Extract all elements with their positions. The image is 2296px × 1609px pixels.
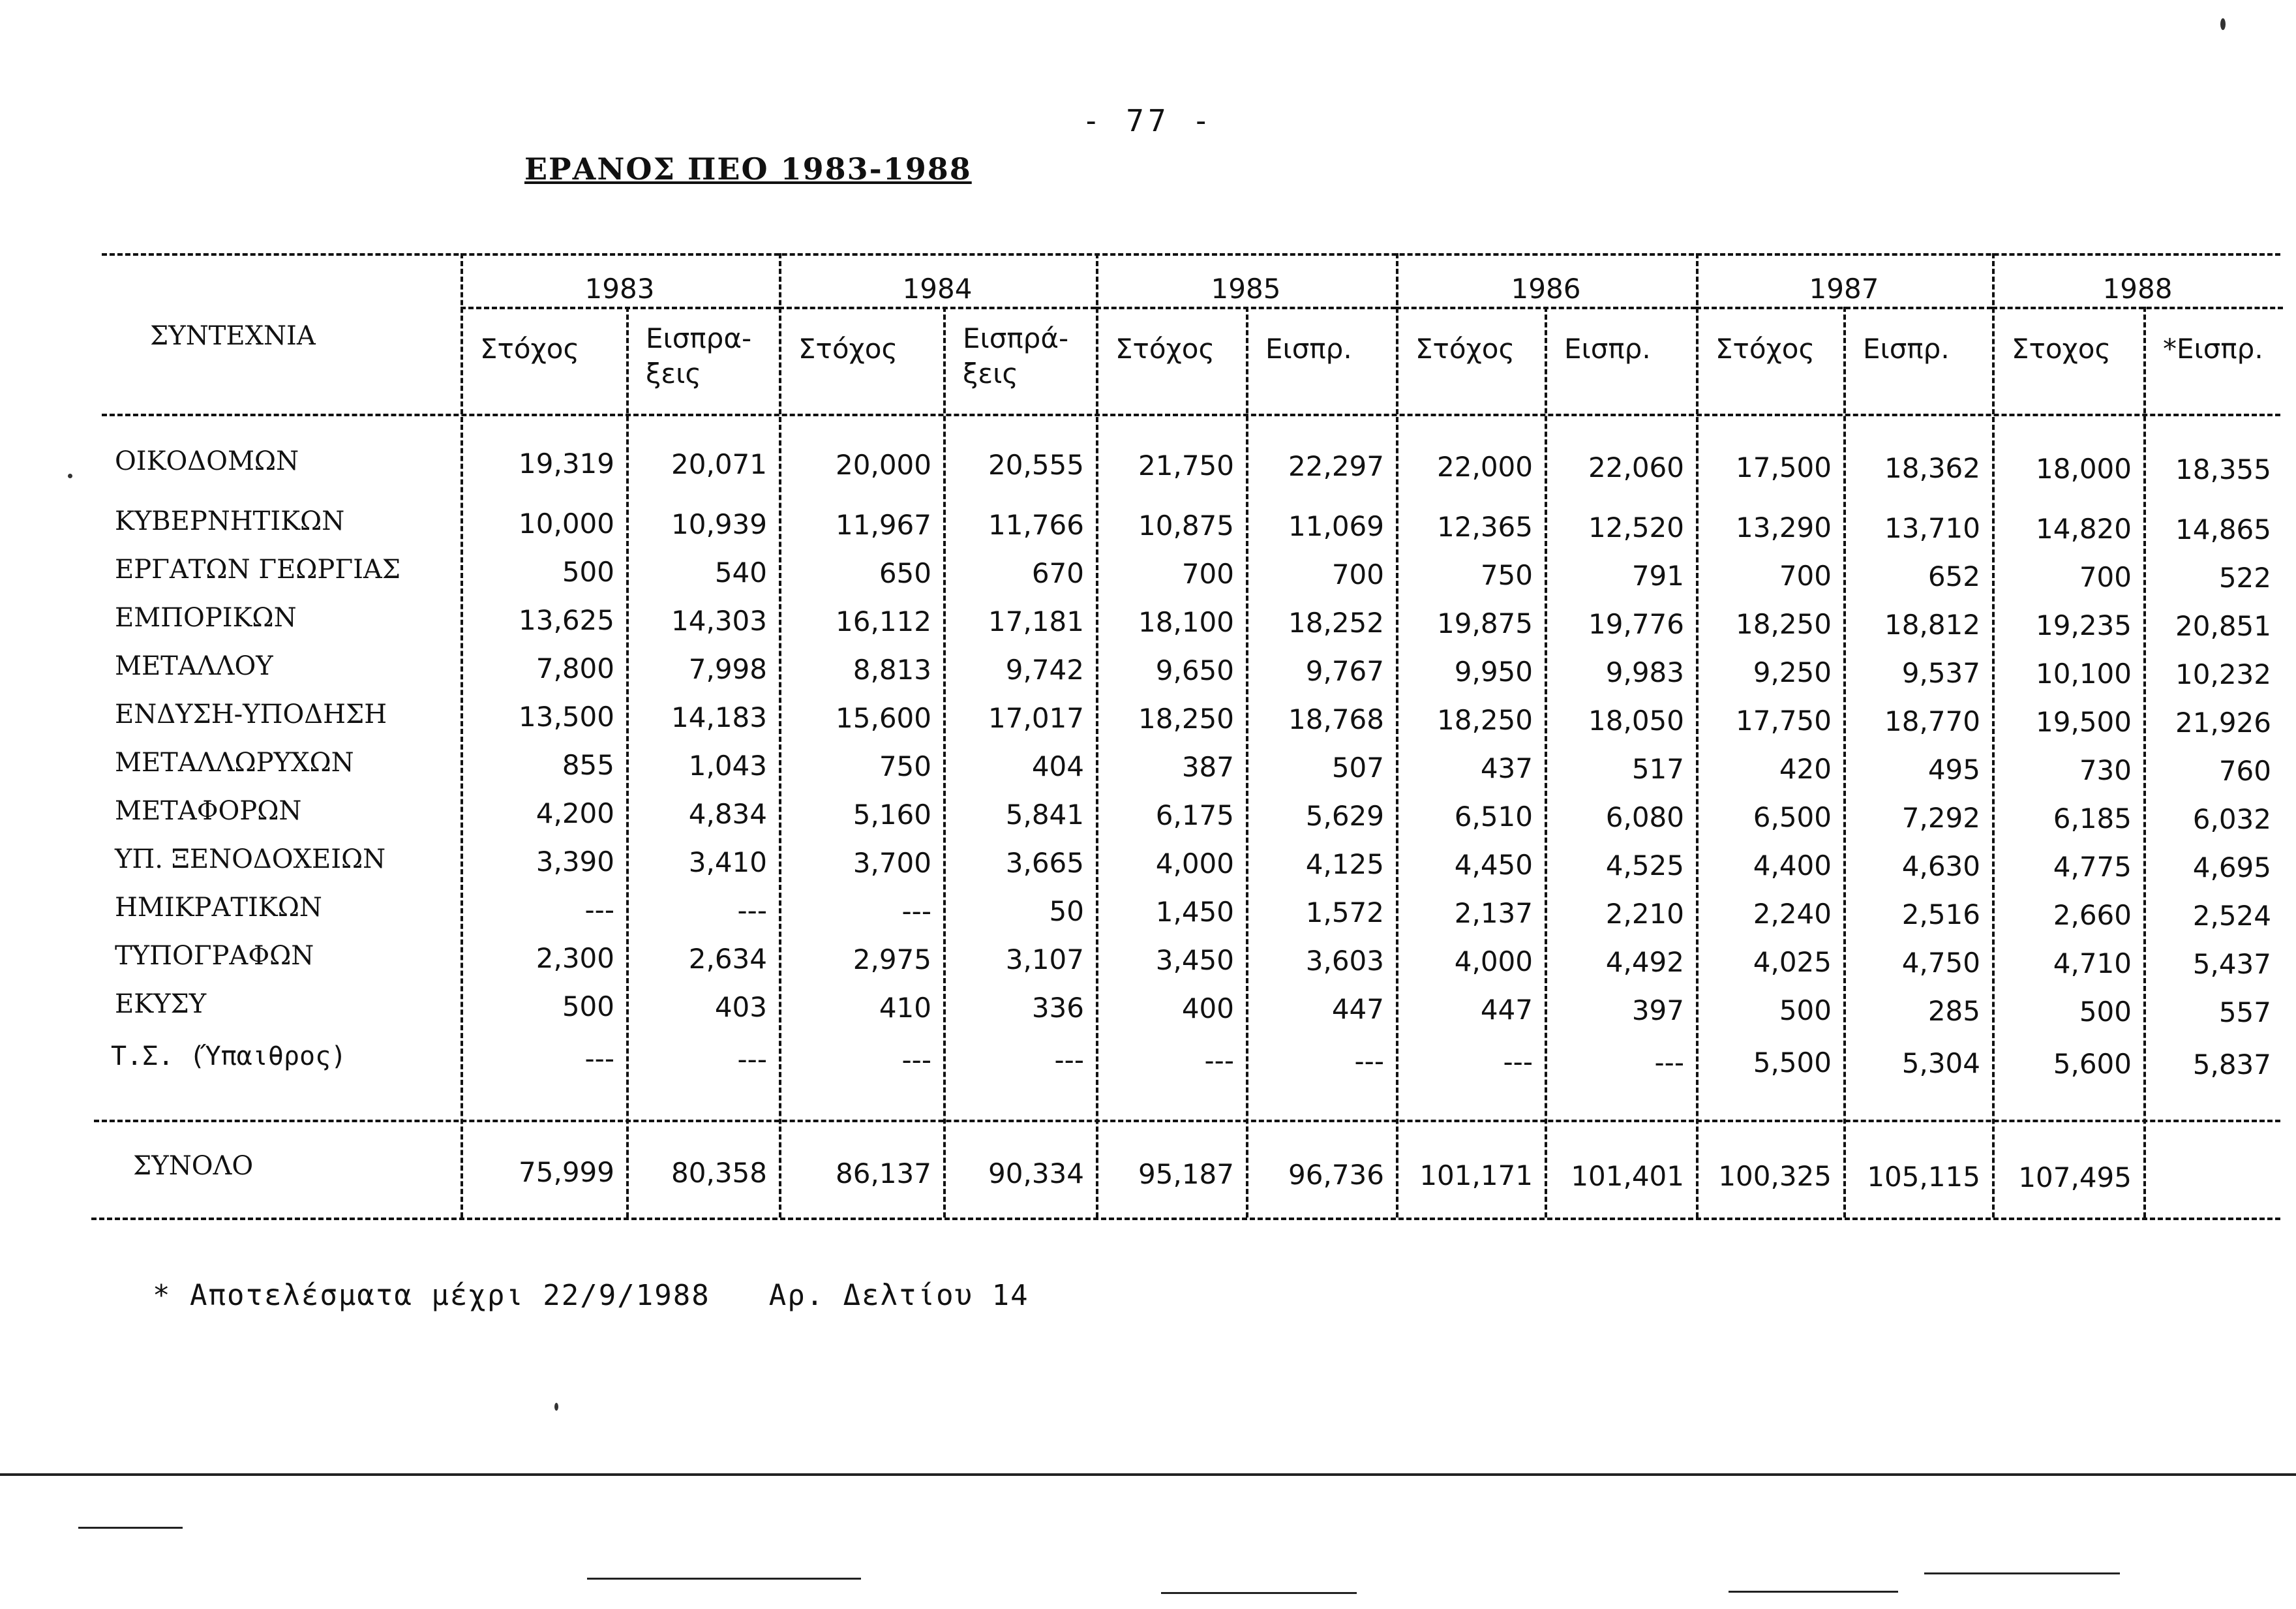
row-label: ΤΥΠΟΓΡΑΦΩΝ: [115, 941, 314, 971]
total-cell: 86,137: [836, 1157, 931, 1189]
table-bottom-rule: [91, 1218, 2280, 1220]
table-cell: ---: [1204, 1045, 1234, 1077]
table-cell: 19,235: [2036, 609, 2132, 641]
table-cell: 6,175: [1155, 799, 1234, 831]
table-cell: 6,500: [1753, 801, 1832, 833]
scan-speck: [68, 474, 72, 478]
table-cell: 13,710: [1884, 512, 1980, 544]
row-label: ΟΙΚΟΔΟΜΩΝ: [115, 446, 299, 476]
year-label: 1986: [1511, 273, 1581, 305]
table-cell: 7,998: [688, 653, 767, 685]
table-cell: 791: [1631, 560, 1684, 592]
table-cell: 670: [1031, 557, 1084, 589]
table-cell: 18,768: [1288, 703, 1384, 735]
table-cell: 6,080: [1605, 801, 1684, 833]
table-cell: 18,250: [1138, 703, 1234, 735]
table-cell: 4,125: [1305, 848, 1384, 880]
table-cell: 1,043: [688, 750, 767, 782]
table-cell: 3,665: [1005, 847, 1084, 879]
row-label: ΕΡΓΑΤΩΝ ΓΕΩΡΓΙΑΣ: [115, 555, 401, 585]
row-label: ΜΕΤΑΛΛΩΡΥΧΩΝ: [115, 748, 354, 778]
table-cell: 5,841: [1005, 799, 1084, 831]
table-cell: ---: [1354, 1045, 1384, 1077]
table-cell: 9,742: [1005, 654, 1084, 686]
total-label: ΣΥΝΟΛΟ: [133, 1151, 254, 1181]
table-cell: 4,695: [2192, 851, 2271, 883]
table-cell: 14,820: [2036, 513, 2132, 545]
column-label: Στόχος: [798, 333, 898, 365]
year-label: 1983: [584, 273, 655, 305]
table-cell: 6,185: [2053, 803, 2132, 835]
table-cell: 14,183: [671, 701, 767, 733]
table-cell: 20,555: [988, 449, 1084, 481]
scan-speck: [2220, 18, 2226, 30]
table-cell: 2,634: [688, 943, 767, 975]
table-cell: 1,572: [1305, 896, 1384, 928]
scan-speck: [554, 1403, 558, 1411]
table-cell: 4,400: [1753, 850, 1832, 881]
bottom-rule-fragment: [1924, 1572, 2120, 1574]
table-cell: 20,071: [671, 448, 767, 480]
table-cell: 5,600: [2053, 1048, 2132, 1080]
row-label: ΕΝΔΥΣΗ-ΥΠΟΔΗΣΗ: [115, 699, 387, 729]
document-title: ΕΡΑΝΟΣ ΠΕΟ 1983-1988: [524, 151, 972, 187]
table-top-rule: [102, 253, 2280, 256]
table-cell: 6,510: [1454, 801, 1533, 833]
table-cell: 557: [2218, 996, 2271, 1028]
table-cell: 3,700: [853, 847, 931, 879]
table-cell: 11,766: [988, 509, 1084, 541]
table-cell: 20,851: [2175, 610, 2271, 642]
row-label: ΕΚΥΣΥ: [115, 989, 207, 1019]
table-cell: 9,250: [1753, 656, 1832, 688]
table-cell: 700: [1779, 560, 1832, 592]
table-cell: ---: [584, 894, 614, 926]
table-cell: 650: [879, 557, 931, 589]
table-cell: 522: [2218, 562, 2271, 594]
row-label: ΚΥΒΕΡΝΗΤΙΚΩΝ: [115, 506, 345, 536]
year-underline: [461, 307, 779, 309]
column-label: Στόχος: [1715, 333, 1815, 365]
table-cell: 18,100: [1138, 606, 1234, 638]
total-cell: 90,334: [988, 1157, 1084, 1189]
year-underline: [1992, 307, 2283, 309]
table-cell: 540: [714, 557, 767, 589]
table-cell: 447: [1480, 994, 1533, 1026]
table-cell: 10,939: [671, 508, 767, 540]
table-cell: 15,600: [836, 702, 931, 734]
table-cell: 18,250: [1437, 704, 1533, 736]
table-cell: 447: [1331, 993, 1384, 1025]
table-cell: 10,100: [2036, 658, 2132, 690]
table-cell: 9,983: [1605, 656, 1684, 688]
footnote: [153, 1279, 1029, 1312]
table-cell: 4,630: [1901, 850, 1980, 882]
table-cell: ---: [1054, 1044, 1084, 1076]
table-cell: 22,297: [1288, 450, 1384, 482]
table-cell: 760: [2218, 755, 2271, 787]
table-cell: 5,629: [1305, 800, 1384, 832]
table-cell: 3,107: [1005, 943, 1084, 975]
column-label: Εισπρ.: [1265, 333, 1352, 365]
table-cell: 2,516: [1901, 898, 1980, 930]
row-label: ΜΕΤΑΦΟΡΩΝ: [115, 796, 302, 826]
table-cell: 5,500: [1753, 1047, 1832, 1079]
table-cell: 4,492: [1605, 946, 1684, 978]
table-cell: 13,500: [519, 701, 614, 733]
table-cell: 5,160: [853, 799, 931, 831]
column-label: Εισπρ.: [1564, 333, 1651, 365]
table-cell: 4,525: [1605, 850, 1684, 881]
table-cell: 3,390: [536, 846, 614, 878]
table-cell: 730: [2079, 754, 2132, 786]
row-label: ΥΠ. ΞΕΝΟΔΟΧΕΙΩΝ: [115, 844, 386, 874]
column-label: Στοχος: [2012, 333, 2111, 365]
table-cell: 3,603: [1305, 945, 1384, 977]
row-header-label: ΣΥΝΤΕΧΝΙΑ: [150, 321, 316, 351]
year-label: 1987: [1809, 273, 1879, 305]
table-cell: 9,650: [1155, 654, 1234, 686]
table-cell: ---: [901, 895, 931, 927]
year-underline: [779, 307, 1096, 309]
bottom-rule-fragment: [587, 1578, 861, 1580]
column-label: Εισπρα- ξεις: [646, 322, 752, 390]
table-cell: 410: [879, 992, 931, 1024]
table-cell: 2,660: [2053, 899, 2132, 931]
table-cell: 9,537: [1901, 657, 1980, 689]
column-label: Στόχος: [1115, 333, 1215, 365]
table-cell: ---: [584, 1043, 614, 1075]
table-cell: 11,069: [1288, 510, 1384, 542]
footnote-text: * Αποτελέσματα μέχρι 22/9/1988: [153, 1279, 710, 1312]
row-label: ΜΕΤΑΛΛΟΥ: [115, 651, 273, 681]
table-cell: 500: [562, 990, 614, 1022]
table-cell: 10,232: [2175, 658, 2271, 690]
bottom-rule-fragment: [1729, 1591, 1898, 1593]
total-cell: 100,325: [1718, 1160, 1832, 1192]
table-cell: ---: [1654, 1047, 1684, 1079]
bottom-rule: [0, 1473, 2296, 1476]
table-cell: 3,410: [688, 846, 767, 878]
table-cell: ---: [901, 1044, 931, 1076]
table-cell: 18,000: [2036, 453, 2132, 485]
header-bottom-rule: [102, 414, 2280, 416]
table-cell: 500: [2079, 996, 2132, 1028]
total-cell: 105,115: [1867, 1161, 1980, 1193]
table-cell: 500: [1779, 994, 1832, 1026]
table-cell: 5,304: [1901, 1047, 1980, 1079]
table-cell: 19,500: [2036, 706, 2132, 738]
table-cell: 437: [1480, 752, 1533, 784]
column-label: Στόχος: [480, 333, 580, 365]
table-cell: 2,300: [536, 942, 614, 974]
table-cell: 1,450: [1155, 896, 1234, 928]
row-label: ΗΜΙΚΡΑΤΙΚΩΝ: [115, 893, 322, 923]
table-cell: 750: [1480, 559, 1533, 591]
table-cell: 16,112: [836, 605, 931, 637]
table-cell: 22,060: [1588, 452, 1684, 483]
table-cell: 4,834: [688, 798, 767, 830]
table-cell: 2,524: [2192, 900, 2271, 932]
year-label: 1985: [1211, 273, 1281, 305]
table-cell: 652: [1927, 560, 1980, 592]
table-cell: 18,050: [1588, 705, 1684, 737]
row-label: Τ.Σ. (Ύπαιθρος): [111, 1041, 347, 1071]
table-cell: 4,025: [1753, 946, 1832, 978]
table-cell: ---: [737, 895, 767, 927]
table-cell: 5,437: [2192, 948, 2271, 980]
bottom-rule-fragment: [1161, 1592, 1357, 1594]
year-label: 1988: [2102, 273, 2173, 305]
table-cell: 17,500: [1736, 452, 1832, 483]
bulletin-number: Αρ. Δελτίου 14: [768, 1279, 1029, 1312]
table-cell: 9,950: [1454, 656, 1533, 688]
column-label: Στόχος: [1415, 333, 1515, 365]
table-cell: 4,775: [2053, 851, 2132, 883]
table-cell: 420: [1779, 753, 1832, 785]
table-cell: 7,292: [1901, 802, 1980, 834]
total-top-rule: [94, 1120, 2280, 1122]
table-cell: 400: [1181, 992, 1234, 1024]
total-cell: 101,171: [1419, 1159, 1533, 1191]
table-cell: 21,926: [2175, 707, 2271, 739]
table-cell: 50: [1049, 895, 1084, 927]
table-cell: 507: [1331, 752, 1384, 784]
table-cell: 403: [714, 991, 767, 1023]
table-cell: ---: [1503, 1046, 1533, 1078]
table-cell: 17,181: [988, 605, 1084, 637]
table-cell: 4,200: [536, 797, 614, 829]
table-cell: 22,000: [1437, 451, 1533, 483]
table-cell: 700: [1181, 558, 1234, 590]
table-cell: 14,865: [2175, 513, 2271, 545]
table-cell: 21,750: [1138, 450, 1234, 482]
table-cell: 4,450: [1454, 849, 1533, 881]
table-cell: 6,032: [2192, 803, 2271, 835]
table-cell: 4,710: [2053, 947, 2132, 979]
table-cell: 4,000: [1454, 945, 1533, 977]
table-cell: 17,017: [988, 702, 1084, 734]
table-cell: 4,000: [1155, 848, 1234, 880]
table-cell: 750: [879, 750, 931, 782]
table-cell: 2,210: [1605, 898, 1684, 930]
total-cell: 75,999: [519, 1156, 614, 1188]
column-label: Εισπρά- ξεις: [963, 322, 1069, 390]
page-number: - 77 -: [1081, 103, 1215, 138]
table-cell: 700: [2079, 561, 2132, 593]
table-cell: 18,362: [1884, 452, 1980, 484]
table-cell: 20,000: [836, 449, 931, 481]
table-cell: 18,355: [2175, 453, 2271, 485]
table-cell: 19,776: [1588, 608, 1684, 640]
table-cell: 500: [562, 556, 614, 588]
table-cell: 12,520: [1588, 512, 1684, 544]
table-cell: 10,875: [1138, 510, 1234, 542]
table-cell: 855: [562, 749, 614, 781]
table-cell: 2,975: [853, 943, 931, 975]
table-cell: 19,875: [1437, 607, 1533, 639]
total-cell: 107,495: [2018, 1161, 2132, 1193]
table-cell: 18,252: [1288, 607, 1384, 639]
table-cell: 14,303: [671, 605, 767, 637]
total-cell: 101,401: [1571, 1160, 1684, 1192]
table-cell: 285: [1927, 995, 1980, 1027]
table-cell: 9,767: [1305, 655, 1384, 687]
table-cell: 3,450: [1155, 944, 1234, 976]
table-cell: 2,137: [1454, 897, 1533, 929]
bottom-rule-fragment: [78, 1527, 183, 1529]
table-cell: 336: [1031, 992, 1084, 1024]
table-cell: 13,625: [519, 604, 614, 636]
table-cell: 700: [1331, 559, 1384, 590]
table-cell: 18,812: [1884, 609, 1980, 641]
table-cell: 7,800: [536, 652, 614, 684]
table-cell: 18,250: [1736, 608, 1832, 640]
table-cell: 8,813: [853, 654, 931, 686]
table-cell: ---: [737, 1043, 767, 1075]
total-cell: 95,187: [1138, 1158, 1234, 1190]
table-cell: 13,290: [1736, 512, 1832, 544]
table-cell: 397: [1631, 994, 1684, 1026]
table-cell: 2,240: [1753, 898, 1832, 930]
table-cell: 517: [1631, 753, 1684, 785]
table-cell: 4,750: [1901, 947, 1980, 979]
total-cell: 96,736: [1288, 1159, 1384, 1191]
table-cell: 19,319: [519, 448, 614, 480]
table-cell: 12,365: [1437, 511, 1533, 543]
column-label: Εισπρ.: [1863, 333, 1950, 365]
row-label: ΕΜΠΟΡΙΚΩΝ: [115, 603, 297, 633]
table-cell: 387: [1181, 751, 1234, 783]
table-cell: 17,750: [1736, 705, 1832, 737]
year-label: 1984: [902, 273, 973, 305]
table-cell: 10,000: [519, 508, 614, 540]
table-cell: 18,770: [1884, 705, 1980, 737]
column-label: *Εισπρ.: [2163, 333, 2263, 365]
table-cell: 5,837: [2192, 1049, 2271, 1080]
table-cell: 404: [1031, 750, 1084, 782]
table-cell: 11,967: [836, 509, 931, 541]
table-cell: 495: [1927, 754, 1980, 786]
total-cell: 80,358: [671, 1157, 767, 1189]
